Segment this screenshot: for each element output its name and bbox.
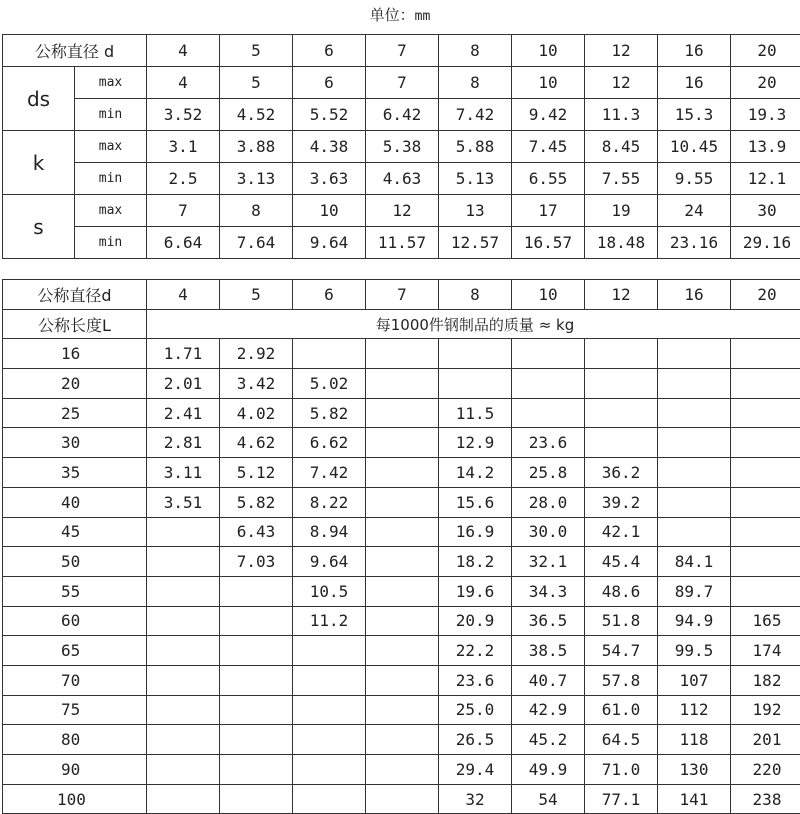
mass-value-cell: 40.7 [512,665,585,695]
mass-value-cell [366,695,439,725]
table-row [3,665,800,695]
max-label: max [75,195,147,227]
length-cell: 16 [3,339,147,369]
mass-value-cell: 36.5 [512,606,585,636]
dimension-value-cell: 23.16 [658,227,731,259]
dimension-value-cell: 3.88 [220,131,293,163]
mass-value-cell: 34.3 [512,576,585,606]
size-header-cell: 8 [439,280,512,310]
mass-caption-row [3,309,800,339]
mass-value-cell [439,339,512,369]
mass-value-cell: 165 [731,606,800,636]
mass-value-cell [293,339,366,369]
mass-value-cell [731,398,800,428]
mass-value-cell [658,517,731,547]
dimension-value-cell: 8 [439,67,512,99]
dimension-value-cell: 3.13 [220,163,293,195]
mass-value-cell [439,369,512,399]
mass-value-cell: 7.42 [293,458,366,488]
mass-value-cell: 201 [731,725,800,755]
mass-value-cell: 238 [731,784,800,814]
table-row [3,576,800,606]
dimension-value-cell: 12.57 [439,227,512,259]
dimension-value-cell: 9.42 [512,99,585,131]
dimension-value-cell: 4.38 [293,131,366,163]
mass-value-cell: 3.51 [147,487,220,517]
weight-header-row [3,280,800,310]
mass-value-cell [585,339,658,369]
min-label: min [75,99,147,131]
mass-value-cell [220,725,293,755]
mass-value-cell [293,725,366,755]
size-header-cell: 16 [658,280,731,310]
length-cell: 60 [3,606,147,636]
dimension-value-cell: 24 [658,195,731,227]
mass-value-cell: 2.41 [147,398,220,428]
dimension-value-cell: 29.16 [731,227,800,259]
length-cell: 55 [3,576,147,606]
mass-value-cell: 57.8 [585,665,658,695]
mass-value-cell: 26.5 [439,725,512,755]
mass-value-cell [658,398,731,428]
mass-value-cell: 45.2 [512,725,585,755]
dimension-value-cell: 10 [512,67,585,99]
dimension-value-cell: 7.55 [585,163,658,195]
mass-value-cell: 49.9 [512,755,585,785]
dimension-value-cell: 17 [512,195,585,227]
mass-value-cell [147,695,220,725]
dims-row-s-min [3,227,800,259]
mass-value-cell: 28.0 [512,487,585,517]
mass-value-cell: 3.42 [220,369,293,399]
mass-value-cell: 15.6 [439,487,512,517]
dimension-value-cell: 4.52 [220,99,293,131]
table-row [3,517,800,547]
mass-value-cell: 20.9 [439,606,512,636]
dimension-value-cell: 11.57 [366,227,439,259]
mass-value-cell [220,755,293,785]
dimension-value-cell: 10 [293,195,366,227]
mass-value-cell [366,339,439,369]
mass-value-cell: 7.03 [220,547,293,577]
dimension-value-cell: 8.45 [585,131,658,163]
size-header-cell: 8 [439,35,512,67]
mass-value-cell: 1.71 [147,339,220,369]
mass-value-cell: 107 [658,665,731,695]
mass-value-cell [366,487,439,517]
dimension-value-cell: 11.3 [585,99,658,131]
mass-value-cell: 11.2 [293,606,366,636]
mass-value-cell [147,755,220,785]
size-header-cell: 10 [512,280,585,310]
mass-value-cell [366,755,439,785]
dimension-value-cell: 12 [366,195,439,227]
length-cell: 50 [3,547,147,577]
mass-value-cell [731,547,800,577]
size-header-cell: 4 [147,280,220,310]
length-cell: 65 [3,636,147,666]
mass-value-cell: 220 [731,755,800,785]
mass-value-cell [220,784,293,814]
dimension-value-cell: 19.3 [731,99,800,131]
dimension-value-cell: 13.9 [731,131,800,163]
size-header-cell: 5 [220,280,293,310]
mass-value-cell [147,784,220,814]
mass-value-cell [366,517,439,547]
mass-value-cell: 5.82 [220,487,293,517]
mass-value-cell: 32.1 [512,547,585,577]
dimension-value-cell: 2.5 [147,163,220,195]
dimension-value-cell: 3.52 [147,99,220,131]
mass-value-cell [220,665,293,695]
length-cell: 25 [3,398,147,428]
mass-value-cell: 8.22 [293,487,366,517]
mass-value-cell [147,547,220,577]
dimension-value-cell: 7.64 [220,227,293,259]
dimension-value-cell: 6.64 [147,227,220,259]
dimension-symbol: ds [3,67,75,131]
mass-value-cell: 9.64 [293,547,366,577]
length-cell: 90 [3,755,147,785]
dims-row-ds-min [3,99,800,131]
mass-value-cell [366,398,439,428]
mass-value-cell: 29.4 [439,755,512,785]
dims-row-s-max [3,195,800,227]
dimension-value-cell: 3.1 [147,131,220,163]
mass-value-cell [512,398,585,428]
max-label: max [75,67,147,99]
length-cell: 100 [3,784,147,814]
mass-value-cell [366,369,439,399]
table-row [3,458,800,488]
mass-value-cell: 5.82 [293,398,366,428]
unit-label: 单位： [370,6,415,24]
dimension-value-cell: 10.45 [658,131,731,163]
mass-value-cell: 94.9 [658,606,731,636]
length-cell: 20 [3,369,147,399]
mass-value-cell: 25.8 [512,458,585,488]
mass-value-cell: 182 [731,665,800,695]
mass-value-cell [731,458,800,488]
dimension-value-cell: 5.13 [439,163,512,195]
table-row [3,428,800,458]
mass-value-cell: 32 [439,784,512,814]
mass-value-cell: 14.2 [439,458,512,488]
dimension-value-cell: 5.88 [439,131,512,163]
dimensions-table [2,34,800,259]
mass-value-cell [293,636,366,666]
mass-value-cell [147,725,220,755]
size-header-cell: 20 [731,280,800,310]
mass-value-cell [220,695,293,725]
weight-table [2,279,800,814]
size-header-cell: 20 [731,35,800,67]
table-row [3,636,800,666]
dimension-value-cell: 6 [293,67,366,99]
mass-value-cell [366,547,439,577]
table-row [3,695,800,725]
mass-value-cell: 2.01 [147,369,220,399]
mass-value-cell [658,369,731,399]
dimension-value-cell: 9.64 [293,227,366,259]
mass-value-cell [731,576,800,606]
table-row [3,339,800,369]
unit-value: mm [415,9,431,24]
mass-value-cell: 4.62 [220,428,293,458]
mass-value-cell [658,487,731,517]
mass-value-cell: 38.5 [512,636,585,666]
mass-value-cell: 2.92 [220,339,293,369]
dimension-value-cell: 12.1 [731,163,800,195]
mass-value-cell: 6.43 [220,517,293,547]
mass-caption: 每1000件钢制品的质量 ≈ kg [147,309,800,339]
mass-value-cell: 192 [731,695,800,725]
table-row [3,606,800,636]
mass-value-cell [731,487,800,517]
dimension-value-cell: 20 [731,67,800,99]
dimension-value-cell: 5.38 [366,131,439,163]
mass-value-cell: 112 [658,695,731,725]
mass-value-cell: 25.0 [439,695,512,725]
mass-value-cell: 22.2 [439,636,512,666]
min-label: min [75,227,147,259]
table-row [3,784,800,814]
mass-value-cell: 39.2 [585,487,658,517]
dimension-value-cell: 7 [366,67,439,99]
mass-value-cell: 89.7 [658,576,731,606]
length-cell: 45 [3,517,147,547]
mass-value-cell [293,784,366,814]
mass-value-cell: 174 [731,636,800,666]
mass-value-cell [366,784,439,814]
table-row [3,487,800,517]
dimension-value-cell: 12 [585,67,658,99]
mass-value-cell [366,576,439,606]
dimension-value-cell: 18.48 [585,227,658,259]
length-cell: 70 [3,665,147,695]
mass-value-cell [731,517,800,547]
mass-value-cell: 42.9 [512,695,585,725]
size-header-cell: 12 [585,280,658,310]
mass-value-cell [147,576,220,606]
dimension-value-cell: 7.42 [439,99,512,131]
mass-value-cell [731,428,800,458]
table-row [3,398,800,428]
mass-value-cell: 4.02 [220,398,293,428]
dimension-value-cell: 5 [220,67,293,99]
mass-value-cell [147,665,220,695]
mass-value-cell [147,636,220,666]
nominal-diameter-label: 公称直径 d [3,35,147,67]
mass-value-cell: 45.4 [585,547,658,577]
mass-value-cell: 16.9 [439,517,512,547]
table-row [3,369,800,399]
mass-value-cell: 118 [658,725,731,755]
dimension-value-cell: 7.45 [512,131,585,163]
mass-value-cell: 11.5 [439,398,512,428]
size-header-cell: 7 [366,35,439,67]
mass-value-cell [366,606,439,636]
mass-value-cell: 23.6 [512,428,585,458]
dimension-value-cell: 16 [658,67,731,99]
mass-value-cell [731,339,800,369]
mass-value-cell: 99.5 [658,636,731,666]
mass-value-cell: 54 [512,784,585,814]
size-header-cell: 6 [293,35,366,67]
size-header-cell: 10 [512,35,585,67]
dimension-value-cell: 8 [220,195,293,227]
mass-value-cell [366,665,439,695]
mass-value-cell [585,369,658,399]
mass-value-cell [512,339,585,369]
mass-value-cell [731,369,800,399]
dimension-value-cell: 30 [731,195,800,227]
size-header-cell: 5 [220,35,293,67]
mass-value-cell: 64.5 [585,725,658,755]
mass-value-cell [366,725,439,755]
size-header-cell: 12 [585,35,658,67]
dimension-value-cell: 9.55 [658,163,731,195]
mass-value-cell: 141 [658,784,731,814]
mass-value-cell: 84.1 [658,547,731,577]
mass-value-cell: 51.8 [585,606,658,636]
mass-value-cell: 19.6 [439,576,512,606]
length-cell: 40 [3,487,147,517]
mass-value-cell: 10.5 [293,576,366,606]
size-header-cell: 6 [293,280,366,310]
dimension-value-cell: 19 [585,195,658,227]
dims-row-k-max [3,131,800,163]
dimension-value-cell: 4.63 [366,163,439,195]
mass-value-cell: 2.81 [147,428,220,458]
mass-value-cell [366,428,439,458]
length-cell: 30 [3,428,147,458]
mass-value-cell [147,517,220,547]
dimension-symbol: s [3,195,75,259]
size-header-cell: 7 [366,280,439,310]
mass-value-cell [293,755,366,785]
mass-value-cell [147,606,220,636]
dimension-symbol: k [3,131,75,195]
mass-value-cell: 6.62 [293,428,366,458]
mass-value-cell [658,339,731,369]
mass-value-cell [220,576,293,606]
dimension-value-cell: 7 [147,195,220,227]
mass-value-cell: 71.0 [585,755,658,785]
nominal-diameter-label: 公称直径d [3,280,147,310]
mass-value-cell: 61.0 [585,695,658,725]
size-header-cell: 4 [147,35,220,67]
mass-value-cell [512,369,585,399]
dimension-value-cell: 4 [147,67,220,99]
dimension-value-cell: 5.52 [293,99,366,131]
mass-value-cell [585,428,658,458]
mass-value-cell [293,695,366,725]
mass-value-cell: 77.1 [585,784,658,814]
table-row [3,547,800,577]
dimension-value-cell: 13 [439,195,512,227]
length-cell: 35 [3,458,147,488]
dims-row-k-min [3,163,800,195]
dimension-value-cell: 15.3 [658,99,731,131]
mass-value-cell: 36.2 [585,458,658,488]
dimension-value-cell: 6.42 [366,99,439,131]
size-header-cell: 16 [658,35,731,67]
length-cell: 75 [3,695,147,725]
dimension-value-cell: 3.63 [293,163,366,195]
dims-header-row [3,35,800,67]
min-label: min [75,163,147,195]
mass-value-cell [658,428,731,458]
length-cell: 80 [3,725,147,755]
mass-value-cell [220,606,293,636]
mass-value-cell [366,458,439,488]
mass-value-cell: 18.2 [439,547,512,577]
mass-value-cell: 42.1 [585,517,658,547]
dimension-value-cell: 6.55 [512,163,585,195]
nominal-length-label: 公称长度L [3,309,147,339]
mass-value-cell: 48.6 [585,576,658,606]
mass-value-cell: 30.0 [512,517,585,547]
mass-value-cell [585,398,658,428]
mass-value-cell: 8.94 [293,517,366,547]
mass-value-cell: 54.7 [585,636,658,666]
mass-value-cell: 12.9 [439,428,512,458]
max-label: max [75,131,147,163]
table-row [3,755,800,785]
mass-value-cell [293,665,366,695]
mass-value-cell [220,636,293,666]
dimension-value-cell: 16.57 [512,227,585,259]
table-row [3,725,800,755]
mass-value-cell: 5.12 [220,458,293,488]
mass-value-cell: 23.6 [439,665,512,695]
unit-caption [0,4,800,25]
dims-row-ds-max [3,67,800,99]
mass-value-cell: 130 [658,755,731,785]
mass-value-cell: 3.11 [147,458,220,488]
mass-value-cell [658,458,731,488]
mass-value-cell: 5.02 [293,369,366,399]
mass-value-cell [366,636,439,666]
